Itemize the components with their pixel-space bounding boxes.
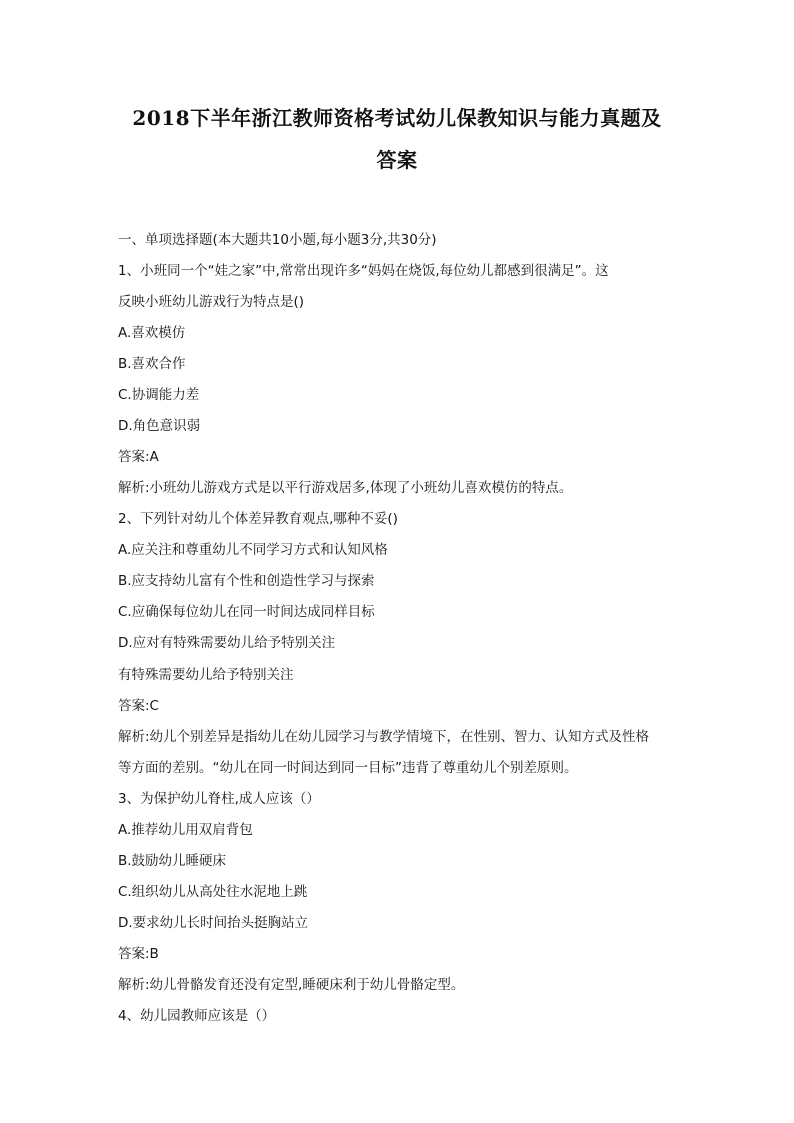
question-1-stem-line-1: 1、小班同一个“娃之家”中,常常出现许多“妈妈在烧饭,每位幼儿都感到很满足”。这: [118, 263, 609, 279]
document-title-line-2: 答案: [376, 148, 418, 172]
question-2-option-c: C.应确保每位幼儿在同一时间达成同样目标: [118, 604, 375, 620]
question-3-option-d: D.要求幼儿长时间抬头挺胸站立: [118, 915, 309, 931]
question-1-option-c: C.协调能力差: [118, 387, 200, 403]
question-2-extra-line: 有特殊需要幼儿给予特别关注: [118, 667, 294, 683]
question-3-stem: 3、为保护幼儿脊柱,成人应该（）: [118, 791, 320, 807]
question-2-analysis-line-2: 等方面的差别。“幼儿在同一时间达到同一目标”违背了尊重幼儿个别差原则。: [118, 760, 578, 776]
question-3-analysis: 解析:幼儿骨骼发育还没有定型,睡硬床利于幼儿骨骼定型。: [118, 977, 465, 993]
question-4-stem: 4、幼儿园教师应该是（）: [118, 1008, 276, 1024]
question-2-answer: 答案:C: [118, 698, 159, 714]
question-1-option-b: B.喜欢合作: [118, 356, 186, 372]
question-2-analysis-line-1: 解析:幼儿个别差异是指幼儿在幼儿园学习与教学情境下，在性别、智力、认知方式及性格: [118, 729, 650, 745]
question-1-option-d: D.角色意识弱: [118, 418, 201, 434]
question-1-answer: 答案:A: [118, 449, 159, 465]
question-3-answer: 答案:B: [118, 946, 159, 962]
question-3-option-b: B.鼓励幼儿睡硬床: [118, 853, 227, 869]
question-1-option-a: A.喜欢模仿: [118, 325, 186, 341]
question-3-option-a: A.推荐幼儿用双肩背包: [118, 822, 253, 838]
question-1-stem-line-2: 反映小班幼儿游戏行为特点是(): [118, 294, 305, 310]
question-1-analysis: 解析:小班幼儿游戏方式是以平行游戏居多,体现了小班幼儿喜欢模仿的特点。: [118, 480, 573, 496]
document-title-line-1: 2018下半年浙江教师资格考试幼儿保教知识与能力真题及: [132, 106, 662, 130]
question-2-option-a: A.应关注和尊重幼儿不同学习方式和认知风格: [118, 542, 388, 558]
question-3-option-c: C.组织幼儿从高处往水泥地上跳: [118, 884, 308, 900]
question-2-option-b: B.应支持幼儿富有个性和创造性学习与探索: [118, 573, 375, 589]
question-2-stem: 2、下列针对幼儿个体差异教育观点,哪种不妥(): [118, 511, 398, 527]
question-2-option-d: D.应对有特殊需要幼儿给予特别关注: [118, 635, 336, 651]
section-heading: 一、单项选择题(本大题共10小题,每小题3分,共30分): [118, 232, 437, 248]
